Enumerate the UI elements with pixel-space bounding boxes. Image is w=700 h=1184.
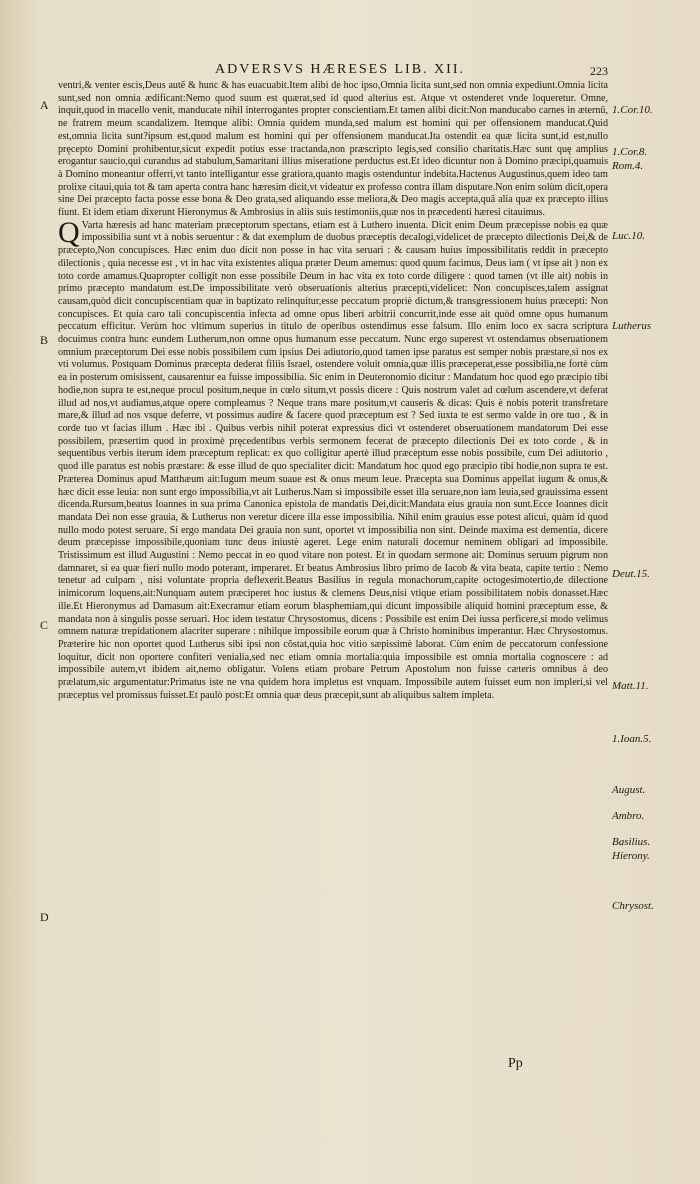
running-title: ADVERSVS HÆRESES LIB. XII. xyxy=(215,62,465,77)
signature-mark: Pp xyxy=(508,1056,523,1071)
margin-note: Matt.11. xyxy=(612,680,649,692)
section-letter-d: D xyxy=(40,910,49,924)
margin-note: Basilius. xyxy=(612,836,651,848)
margin-note: August. xyxy=(612,784,646,796)
paragraph-fourth-heresy xyxy=(58,215,608,703)
margin-note: 1.Cor.10. xyxy=(612,104,653,116)
margin-note: Hierony. xyxy=(612,850,650,862)
drop-cap: Q xyxy=(58,215,80,249)
page-number: 223 xyxy=(590,64,608,78)
margin-note: Ambro. xyxy=(612,810,645,822)
section-letter-b: B xyxy=(40,333,49,347)
margin-note: Deut.15. xyxy=(612,568,650,580)
margin-note: Chrysost. xyxy=(612,900,654,912)
margin-note: Rom.4. xyxy=(612,160,644,172)
margin-note: 1.Cor.8. xyxy=(612,146,648,158)
section-letter-a: A xyxy=(40,98,49,112)
paragraph-text: Varta hæresis ad hanc materiam præceptorum spectans, etiam est à Luthero inuenta. Dicit enim Deum præcepisse nobis ea quæ impossibilia sunt vt à nobis seruentur : & dat exemplum de duobus præceptis decalogi,videlicet de præcepto dilectionis Dei,& de præcepto,Non concupisces. Hæc enim duo dicit non posse in hac vita seruari : & causam huius impossibilitatis reddit in præcepto dilectionis , quia necesse est , vt in hac vita existentes aliqua præter Deum amemus: quod quum facimus, Deus iam ( vt ipse ait ) non ex toto corde amamus.Quapropter colligit non esse possibile Deum in hac vita ex toto corde diligere : quod tamen (vt ille ait) nobis in primo præcepto mandatum est.De impossibilitate verò obseruationis alterius præcepti,videlicet: Non concupisces,talem assignat causam,quòd dicit concupiscentiam quæ in baptizato relinquitur,esse peccatum propriè dictum,& transgressionem huius præcepti: Non concupisces. Et quia caro tali concupiscentia infecta ad omne opus liberi arbitrii concurrit,inde esse ait quòd omne opus humanum peccatum efficitur. Verùm hoc vltimum superius in titulo de operibus ostendimus esse falsum. Illo enim loco ex sacra scriptura docuimus contra hunc eundem Lutherum,non omne opus humanum esse peccatum. Nunc ergo superest vt ostendamus obseruationem omnium præceptorum Dei esse nobis possibilem cum ipsius Dei adiutorio,quod tamen ipse paratus est semper nobis præstare,si nos ex vti volumus. Postquam Dominus præcepta dederat filiis Israel, ostendere voluit omnia,quæ illis præceperat,esse possibilia,ne fortè cùm ea in posterum omisissent, causarentur ea fuisse impossibilia. Sic enim in Deuteronomio dicitur : Mandatum hoc quod ego præcipio tibi hodie,non supra te est,neque procul positum,neque in cœlo situm,vt possis dicere : Quis nostrum valet ad cœlum ascendere,vt deferat illud ad nos,vt audiamus,atque opere compleamus ? Neque trans mare positum,vt causeris & dicas: Quis è nobis poterit transfretare mare,& illud ad nos vsque deferre, vt possimus audire & facere quod præceptum est ? Sed iuxta te est sermo valde in ore tuo , & in corde tuo vt facias illum . Hæc ibi . Quibus verbis nihil poterat expressius dici vt ostenderet obseruationem mandatorum Dei esse possibilem, præsertim quod in proximè pręcedentibus verbis sermonem fecerat de præcepto dilectionis Dei ex toto corde , & in sequentibus verbis iterum idem præceptum replicat: ex quo colligitur apertè illud præceptum esse nobis possibile, cum Dei adiutorio , quod ille paratus est nobis præstare: & esse illud de quo specialiter dicit: Mandatum hoc quod ego præcipio tibi hodie,non supra te est. Præterea Dominus apud Matthæum ait:Iugum meum suaue est & onus meum leue. Præcepta sua Dominus appellat iugum & onus,& hæc dicit esse leuia: non sunt ergo impossibilia,vt ait Lutherus.Nam si impossibile esset illa seruare,non iam leuia,sed grauissima essent dicenda.Rursum,beatus Ioannes in sua prima Canonica epistola de mandatis Dei,dicit:Mandata eius grauia non sunt.Ecce Ioannes dicit mandata Dei non esse grauia, & Lutherus non veretur dicere illa esse impossibilia. Nihil enim grauius esse potest alicui, quàm id quod nullo modo potest seruare. Si ergo mandata Dei grauia non sunt, oportet vt impossibilia non sint. Deinde maxima est dementia, dicere deum præcepisse impossibile,quoniam tunc deus iniustè ageret. Lege enim naturali docemur neminem obligari ad impossibile. Tristissimum est illud Augustini : Nemo peccat in eo quod vitare non potest. Et in quodam sermone ait: Dominus seruum pigrum non damnaret, si ea quæ fieri nullo modo poterant, imperaret. Et beatus Ambrosius libro primo de Iacob & vita beata, capite tertio : Nemo tenetur ad culpam , nisi voluntate propria deflexerit.Beatus Basilius in regula monachorum,capite octogesimotertio,de dilectione inimicorum loquens,ait:Nunquam autem præciperet hoc iustus & clemens Deus,nisi vtique etiam possibilitatem nobis donasset.Hæc ille.Et Hieronymus ad Damasum ait:Execramur etiam eorum blasphemiam,qui dicunt impossibile aliquid homini præceptum esse, & mandata non à singulis posse seruari. Hoc idem testatur Chrysostomus, dicens : Possibile est enim Dei iussa perficere,si modo velimus omnem naturæ trepidationem alacriter superare : nihilque impossibile eorum quæ à Christo hominibus imperantur. Hæc Chrysostomus. Præterire hìc non oportet quod Lutherus sibi ipsi non cõstat,quia hoc vitio sæpissimè laborat. Cùm enim de peccatorum confessione loquitur, dicit non oportere confiteri venialia,sed nec etiam omnia mortalia:quia impossibile est omnia mortalia cognoscere : ad impossibile autem,vt ibidem ait,nemo obligatur. Volens etiam probare Petrum Apostolum non fuisse cæteris omnibus à deo prælatum,sic argumentatur:Primatus iste ne vna quidem hora impletus est vnquam. Impossibile autem fuisset eum non impleri,si vel præceptus vel promissus fuisset.Et paulò post:Et omnia quæ deus præcepit,sunt ab aliquibus saltem impleta. xyxy=(58,219,608,701)
section-letter-c: C xyxy=(40,618,49,632)
margin-note: 1.Ioan.5. xyxy=(612,733,652,745)
margin-note: Lutherus xyxy=(612,320,652,332)
body-text xyxy=(58,80,608,702)
margin-note: Luc.10. xyxy=(612,230,645,242)
paragraph-augustine: ventri,& venter escis,Deus autẽ & hunc & has euacuabit.Item alibi de hoc ipso,Omnia licita sunt,sed non omnia expediunt.Omnia licita sunt,sed non omnia ædificant:Nemo quod suum est quærat,sed id quod alterius est. Atque vt ostenderet vnde loqueretur. Omne, inquit,quod in macello venit, manducate nihil interrogantes propter conscientiam.Et tamen alibi dicit:Non manducabo carnes in æternũ, ne fratrem meum scandalizem. Itemque alibi: Omnia quidem munda,sed malum est homini qui per offensionem manducat.Quid est,omnia licita sunt?ipsum est,quod malum est homini qui per offensionem manducat.Ita ostendit ea quæ licita sunt,id est,nullo pręcepto Domini prohibentur,sicut expedit potius esse tractanda,non præscripto legis,sed consilio charitatis.Hæc sunt quę amplius erogantur saucio,qui curandus ad stabulum,Samaritani illius miseratione perductus est.Et ideo dicuntur non à Domino præcipi,quamuis à Domino moneantur offerri,vt tanto intelligantur esse gratiora,quanto magis ostenduntur indebita.Hactenus Augustinus,quem ideo tam prolixe citaui,quia tot & tam aperta contra hanc hæresim dicit,vt videatur ex professo contra illam disputare.Non enim solùm dicit,opera sine Dei præcepto facta posse esse bona & Deo grata,sed aliquando esse meliora,& Deo magis accepta,quã alia quæ ex præcepto illius fiunt. Et idem etiam dixerunt Hieronymus & Ambrosius in aliis suis testimoniis,quæ nos in præcedenti hæresi citauimus. xyxy=(58,80,608,219)
